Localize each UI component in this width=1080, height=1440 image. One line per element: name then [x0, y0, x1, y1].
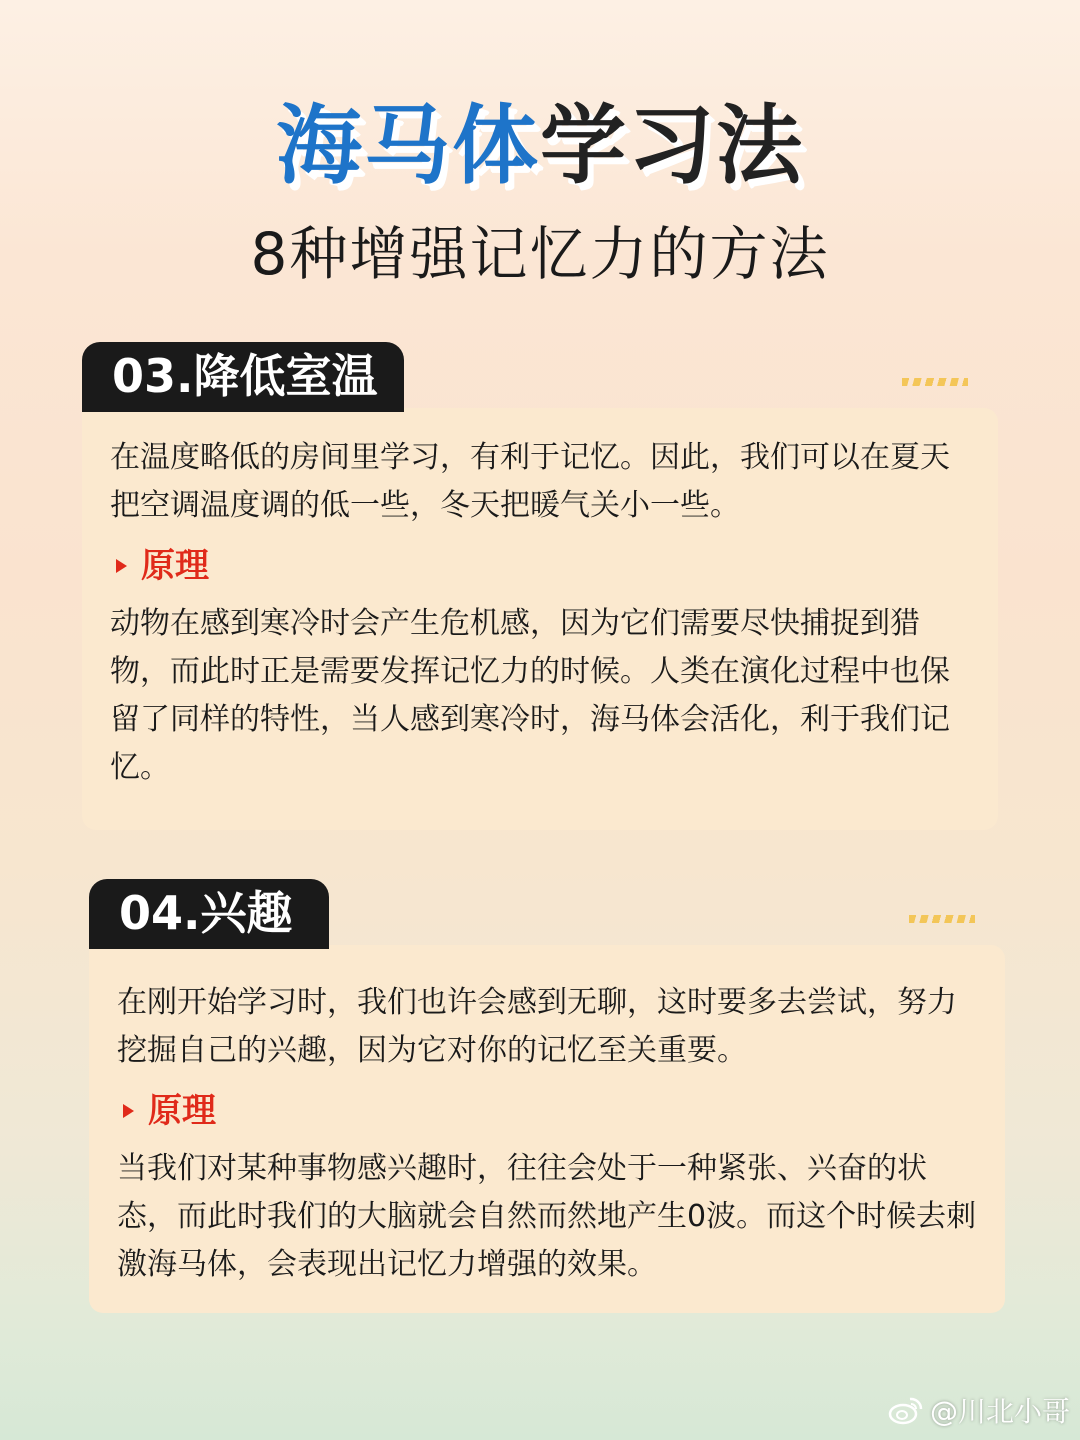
section-03-card: [82, 408, 998, 830]
card-top-border: [89, 945, 329, 949]
section-04: [89, 879, 1005, 1313]
weibo-icon: [888, 1395, 924, 1425]
principle-label: 原理: [141, 546, 209, 586]
title-rest: 学习法: [540, 96, 804, 196]
section-03-principle-text: 动物在感到寒冷时会产生危机感，因为它们需要尽快捕捉到猎物，而此时正是需要发挥记忆力的时候。人类在演化过程中也保留了同样的特性，当人感到寒冷时，海马体会活化，利于我们记忆。: [110, 606, 950, 785]
page-title: [0, 96, 1080, 196]
triangle-bullet-icon: [123, 1104, 134, 1118]
principle-label: 原理: [148, 1091, 216, 1131]
section-04-card: [89, 945, 1005, 1313]
section-03-heading: 03.降低室温: [82, 342, 404, 410]
triangle-bullet-icon: [116, 559, 127, 573]
section-03-principle-header: [110, 540, 970, 592]
section-04-principle-header: [117, 1085, 977, 1137]
page-subtitle: 8种增强记忆力的方法: [250, 220, 830, 288]
card-top-border: [82, 408, 404, 412]
section-04-intro: 在刚开始学习时，我们也许会感到无聊，这时要多去尝试，努力挖掘自己的兴趣，因为它对你的记忆至关重要。: [117, 985, 957, 1068]
watermark: [888, 1390, 1070, 1430]
decorative-dashes: [909, 915, 975, 923]
title-highlight: 海马体: [276, 96, 540, 196]
section-03-intro: 在温度略低的房间里学习，有利于记忆。因此，我们可以在夏天把空调温度调的低一些，冬天把暖气关小一些。: [110, 440, 950, 523]
watermark-text: @川北小哥: [929, 1395, 1070, 1428]
section-04-principle-text: 当我们对某种事物感兴趣时，往往会处于一种紧张、兴奋的状态，而此时我们的大脑就会自然而然地产生0波。而这个时候去刺激海马体，会表现出记忆力增强的效果。: [117, 1151, 977, 1282]
section-04-heading: 04.兴趣: [89, 879, 329, 947]
decorative-dashes: [902, 378, 968, 386]
section-03: [82, 342, 998, 830]
